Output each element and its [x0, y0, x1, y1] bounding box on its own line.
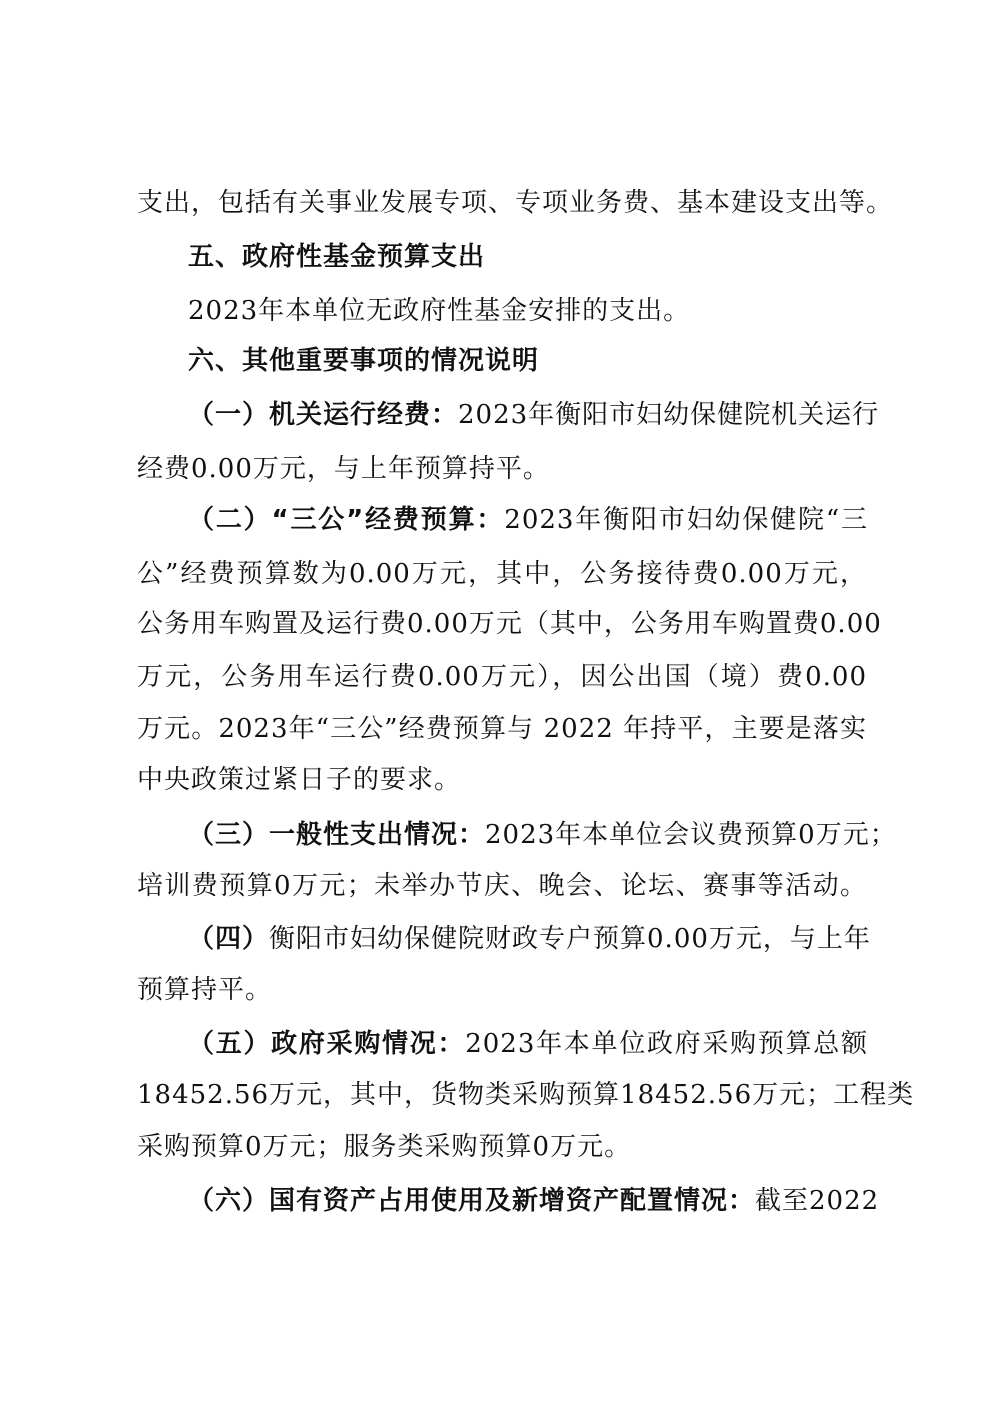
paragraph-line: 支出，包括有关事业发展专项、专项业务费、基本建设支出等。: [137, 188, 894, 218]
paragraph-text: 2023年本单位政府采购预算总额: [465, 1029, 868, 1059]
subsection-label: （三）一般性支出情况：: [188, 820, 486, 850]
paragraph-line: 培训费预算0万元；未举办节庆、晚会、论坛、赛事等活动。: [137, 871, 867, 901]
paragraph-text: 截至2022: [755, 1186, 880, 1216]
paragraph-line: 预算持平。: [137, 975, 273, 1005]
subsection-label: （六）国有资产占用使用及新增资产配置情况：: [188, 1186, 756, 1216]
paragraph-first-line: [188, 922, 871, 956]
subsection-label: （一）机关运行经费：: [188, 400, 459, 430]
paragraph-line: 经费0.00万元，与上年预算持平。: [137, 454, 550, 484]
paragraph-line: 18452.56万元，其中，货物类采购预算18452.56万元；工程类: [137, 1080, 915, 1110]
paragraph-first-line: [188, 503, 868, 537]
paragraph-line: 万元。2023年“三公”经费预算与 2022 年持平，主要是落实: [137, 714, 867, 744]
paragraph-line: 中央政策过紧日子的要求。: [137, 765, 462, 795]
paragraph-first-line: [188, 1027, 868, 1061]
paragraph-text: 2023年衡阳市妇幼保健院“三: [504, 505, 868, 535]
paragraph-text: 衡阳市妇幼保健院财政专户预算0.00万元，与上年: [269, 924, 871, 954]
paragraph-line: 公务用车购置及运行费0.00万元（其中，公务用车购置费0.00: [137, 609, 882, 639]
section-heading: 六、其他重要事项的情况说明: [188, 346, 540, 376]
subsection-label: （五）政府采购情况：: [188, 1029, 466, 1059]
paragraph-line: 2023年本单位无政府性基金安排的支出。: [188, 296, 691, 326]
paragraph-line: 采购预算0万元；服务类采购预算0万元。: [137, 1132, 632, 1162]
paragraph-text: 2023年本单位会议费预算0万元；: [485, 820, 897, 850]
subsection-label: （二）“三公”经费预算：: [188, 505, 505, 535]
paragraph-text: 2023年衡阳市妇幼保健院机关运行: [458, 400, 880, 430]
paragraph-first-line: [188, 1184, 880, 1218]
paragraph-line: 公”经费预算数为0.00万元，其中，公务接待费0.00万元，: [137, 559, 867, 589]
paragraph-first-line: [188, 818, 897, 852]
section-heading: 五、政府性基金预算支出: [188, 242, 486, 272]
subsection-label: （四）: [188, 924, 270, 954]
paragraph-first-line: [188, 398, 880, 432]
paragraph-line: 万元，公务用车运行费0.00万元），因公出国（境）费0.00: [137, 662, 867, 692]
